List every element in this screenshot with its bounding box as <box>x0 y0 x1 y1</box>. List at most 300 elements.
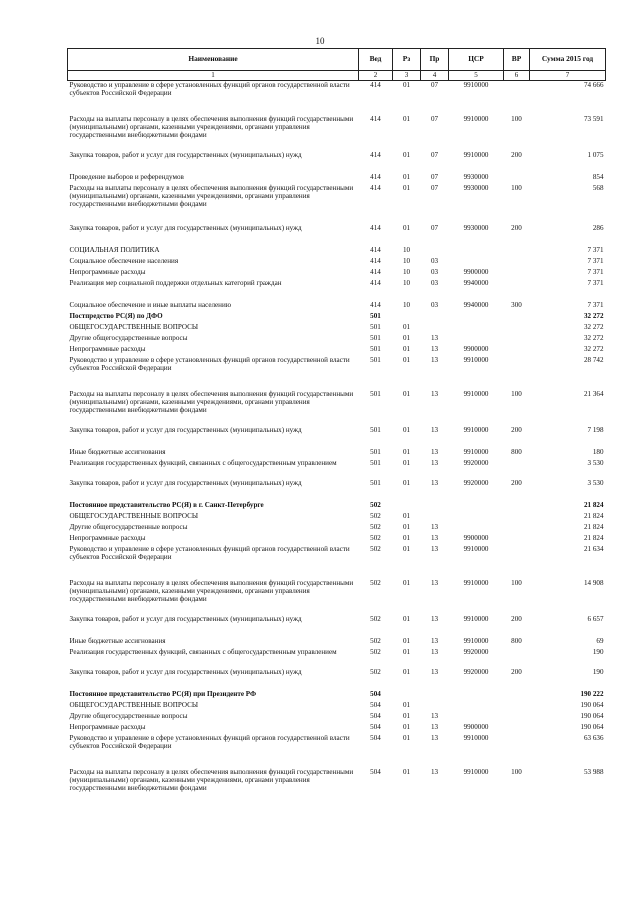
cell-name: Социальное обеспечение населения <box>69 256 179 265</box>
cell-name: Другие общегосударственные вопросы <box>69 522 188 531</box>
cell-name: Постоянное представительство РС(Я) в г. Санкт-Петербурге <box>69 500 264 509</box>
cell-vr <box>504 690 530 701</box>
table-row <box>68 615 606 637</box>
cell-pr: 13 <box>430 533 439 542</box>
table-row <box>68 534 606 545</box>
cell-csr: 9910000 <box>463 447 489 456</box>
table-row <box>68 712 606 723</box>
cell-rz <box>393 690 421 701</box>
cell-pr: 13 <box>430 722 439 731</box>
cell-sum: 286 <box>592 223 604 232</box>
cell-ved: 501 <box>370 478 381 487</box>
cell-pr: 03 <box>430 278 439 287</box>
table-row <box>68 268 606 279</box>
cell-name: ОБЩЕГОСУДАРСТВЕННЫЕ ВОПРОСЫ <box>69 322 199 331</box>
cell-sum: 73 591 <box>583 114 604 123</box>
cell-rz: 01 <box>402 150 411 159</box>
cell-sum: 190 222 <box>580 689 604 698</box>
cell-vr <box>504 734 530 756</box>
table-row <box>68 668 606 690</box>
cell-pr <box>421 701 449 712</box>
table-row <box>68 378 606 426</box>
cell-rz: 01 <box>402 458 411 467</box>
cell-name: Социальное обеспечение и иные выплаты населению <box>69 300 232 309</box>
cell-name: Непрограммные расходы <box>69 533 146 542</box>
cell-name: ОБЩЕГОСУДАРСТВЕННЫЕ ВОПРОСЫ <box>69 700 199 709</box>
cell-csr: 9910000 <box>463 544 489 553</box>
cell-name: Непрограммные расходы <box>69 344 146 353</box>
cell-sum: 21 824 <box>583 522 604 531</box>
cell-pr: 13 <box>430 425 439 434</box>
cell-name: Постпредство РС(Я) по ДФО <box>69 311 163 320</box>
table-row <box>68 81 606 103</box>
cell-name: Руководство и управление в сфере установленных функций органов государственной власти субъектов Российской Федерации <box>69 733 350 750</box>
cell-vr <box>504 545 530 567</box>
cell-ved: 501 <box>370 389 381 398</box>
cell-sum: 32 272 <box>583 311 604 320</box>
table-row <box>68 279 606 301</box>
table-row <box>68 224 606 246</box>
cell-rz: 01 <box>402 425 411 434</box>
col-num-1: 1 <box>68 71 359 81</box>
cell-sum: 32 272 <box>583 333 604 342</box>
cell-ved: 502 <box>370 544 381 553</box>
cell-csr: 9940000 <box>463 278 489 287</box>
col-num-5: 5 <box>449 71 504 81</box>
cell-name: Проведение выборов и референдумов <box>69 172 184 181</box>
cell-csr <box>449 701 504 712</box>
col-header-rz: Рз <box>393 49 421 71</box>
cell-ved: 414 <box>370 81 381 89</box>
cell-pr: 13 <box>430 447 439 456</box>
cell-name: Закупка товаров, работ и услуг для государственных (муниципальных) нужд <box>69 425 302 434</box>
cell-csr: 9910000 <box>463 150 489 159</box>
cell-rz: 01 <box>402 733 411 742</box>
cell-ved: 502 <box>370 511 381 520</box>
table-row <box>68 246 606 257</box>
cell-rz: 01 <box>402 767 411 776</box>
cell-csr: 9910000 <box>463 578 489 587</box>
cell-vr: 200 <box>511 223 522 232</box>
cell-ved: 501 <box>370 447 381 456</box>
cell-pr: 13 <box>430 355 439 364</box>
cell-rz: 01 <box>402 614 411 623</box>
cell-rz: 01 <box>402 333 411 342</box>
cell-csr: 9900000 <box>463 344 489 353</box>
col-header-name: Наименование <box>68 49 359 71</box>
cell-vr: 100 <box>511 183 522 192</box>
cell-rz: 10 <box>402 245 411 254</box>
cell-rz: 01 <box>402 647 411 656</box>
table-row <box>68 323 606 334</box>
cell-ved: 504 <box>370 689 381 698</box>
cell-csr: 9920000 <box>463 667 489 676</box>
cell-name: Реализация мер социальной поддержки отдельных категорий граждан <box>69 278 282 287</box>
cell-rz: 01 <box>402 667 411 676</box>
cell-pr <box>421 312 449 323</box>
cell-sum: 28 742 <box>583 355 604 364</box>
table-row <box>68 184 606 224</box>
cell-pr <box>421 512 449 523</box>
cell-pr: 13 <box>430 647 439 656</box>
cell-name: Другие общегосударственные вопросы <box>69 711 188 720</box>
table-row <box>68 545 606 567</box>
cell-name: Расходы на выплаты персоналу в целях обеспечения выполнения функций государственными (муниципальными) органами, казенными учреждениями, органами управления государственными внебюджетными фондами <box>69 389 354 415</box>
cell-sum: 854 <box>592 172 604 181</box>
cell-csr: 9910000 <box>463 81 489 89</box>
cell-vr <box>504 312 530 323</box>
cell-sum: 3 530 <box>587 478 604 487</box>
cell-ved: 502 <box>370 614 381 623</box>
cell-pr: 03 <box>430 256 439 265</box>
cell-name: Расходы на выплаты персоналу в целях обеспечения выполнения функций государственными (муниципальными) органами, казенными учреждениями, органами управления государственными внебюджетными фондами <box>69 183 354 209</box>
cell-sum: 1 075 <box>587 150 604 159</box>
cell-rz: 01 <box>402 183 411 192</box>
cell-vr <box>504 723 530 734</box>
cell-csr: 9910000 <box>463 355 489 364</box>
cell-rz: 01 <box>402 700 411 709</box>
cell-name: Непрограммные расходы <box>69 722 146 731</box>
cell-sum: 190 064 <box>580 711 604 720</box>
cell-pr <box>421 501 449 512</box>
table-row <box>68 648 606 668</box>
cell-pr: 13 <box>430 767 439 776</box>
cell-vr <box>504 459 530 479</box>
cell-vr <box>504 534 530 545</box>
cell-vr: 200 <box>511 614 522 623</box>
cell-pr: 13 <box>430 667 439 676</box>
cell-sum: 190 064 <box>580 722 604 731</box>
table-row <box>68 334 606 345</box>
cell-ved: 414 <box>370 300 381 309</box>
cell-sum: 7 371 <box>587 256 604 265</box>
cell-name: Другие общегосударственные вопросы <box>69 333 188 342</box>
page-number: 10 <box>315 36 325 46</box>
cell-csr: 9920000 <box>463 478 489 487</box>
cell-ved: 504 <box>370 711 381 720</box>
table-row <box>68 756 606 804</box>
cell-vr: 100 <box>511 578 522 587</box>
cell-vr <box>504 81 530 103</box>
budget-table <box>67 48 606 804</box>
cell-vr: 100 <box>511 767 522 776</box>
cell-name: Непрограммные расходы <box>69 267 146 276</box>
table-row <box>68 512 606 523</box>
cell-name: СОЦИАЛЬНАЯ ПОЛИТИКА <box>69 245 160 254</box>
cell-sum: 69 <box>596 636 604 645</box>
cell-rz: 01 <box>402 114 411 123</box>
col-header-pr: Пр <box>421 49 449 71</box>
table-row <box>68 479 606 501</box>
cell-vr <box>504 512 530 523</box>
cell-vr <box>504 345 530 356</box>
cell-ved: 414 <box>370 256 381 265</box>
table-row <box>68 345 606 356</box>
cell-rz: 01 <box>402 522 411 531</box>
cell-rz: 01 <box>402 511 411 520</box>
cell-sum: 190 <box>592 647 604 656</box>
cell-csr: 9920000 <box>463 647 489 656</box>
cell-pr: 13 <box>430 522 439 531</box>
cell-sum: 21 824 <box>583 511 604 520</box>
cell-rz: 01 <box>402 578 411 587</box>
cell-pr: 13 <box>430 733 439 742</box>
cell-vr <box>504 523 530 534</box>
cell-pr: 03 <box>430 300 439 309</box>
cell-vr <box>504 648 530 668</box>
col-num-6: 6 <box>504 71 530 81</box>
cell-rz: 01 <box>402 533 411 542</box>
cell-rz <box>393 501 421 512</box>
table-header <box>68 49 606 81</box>
col-num-2: 2 <box>359 71 393 81</box>
cell-pr: 13 <box>430 578 439 587</box>
cell-ved: 414 <box>370 183 381 192</box>
cell-rz: 01 <box>402 544 411 553</box>
cell-csr: 9910000 <box>463 114 489 123</box>
cell-vr <box>504 268 530 279</box>
cell-vr <box>504 279 530 301</box>
cell-csr <box>449 512 504 523</box>
cell-pr: 13 <box>430 458 439 467</box>
cell-rz: 01 <box>402 344 411 353</box>
cell-vr: 200 <box>511 150 522 159</box>
table-row <box>68 426 606 448</box>
table-row <box>68 173 606 184</box>
col-header-ved: Вед <box>359 49 393 71</box>
cell-vr: 200 <box>511 478 522 487</box>
table-row <box>68 501 606 512</box>
cell-ved: 414 <box>370 172 381 181</box>
cell-ved: 504 <box>370 733 381 742</box>
cell-name: Закупка товаров, работ и услуг для государственных (муниципальных) нужд <box>69 478 302 487</box>
cell-sum: 32 272 <box>583 344 604 353</box>
cell-rz: 01 <box>402 355 411 364</box>
cell-csr <box>449 523 504 534</box>
cell-name: Реализация государственных функций, связанных с общегосударственным управлением <box>69 647 337 656</box>
table-row <box>68 301 606 312</box>
cell-vr: 200 <box>511 667 522 676</box>
cell-name: Закупка товаров, работ и услуг для государственных (муниципальных) нужд <box>69 223 302 232</box>
cell-pr: 13 <box>430 478 439 487</box>
cell-ved: 501 <box>370 425 381 434</box>
cell-ved: 414 <box>370 278 381 287</box>
cell-vr <box>504 257 530 268</box>
cell-rz: 01 <box>402 478 411 487</box>
col-num-4: 4 <box>421 71 449 81</box>
cell-csr: 9930000 <box>463 172 489 181</box>
cell-ved: 502 <box>370 522 381 531</box>
cell-vr: 200 <box>511 425 522 434</box>
cell-rz: 10 <box>402 267 411 276</box>
cell-pr: 07 <box>430 81 439 89</box>
cell-vr <box>504 501 530 512</box>
cell-ved: 504 <box>370 767 381 776</box>
cell-ved: 504 <box>370 722 381 731</box>
cell-ved: 501 <box>370 322 381 331</box>
cell-rz <box>393 312 421 323</box>
cell-csr: 9910000 <box>463 767 489 776</box>
table-row <box>68 257 606 268</box>
table-row <box>68 701 606 712</box>
cell-pr: 13 <box>430 544 439 553</box>
cell-pr: 07 <box>430 183 439 192</box>
cell-csr: 9900000 <box>463 533 489 542</box>
cell-ved: 414 <box>370 150 381 159</box>
cell-vr: 800 <box>511 447 522 456</box>
cell-csr: 9910000 <box>463 389 489 398</box>
cell-vr: 300 <box>511 300 522 309</box>
cell-sum: 21 824 <box>583 533 604 542</box>
cell-pr: 07 <box>430 114 439 123</box>
cell-sum: 63 636 <box>583 733 604 742</box>
cell-ved: 502 <box>370 667 381 676</box>
cell-csr <box>449 334 504 345</box>
cell-name: Иные бюджетные ассигнования <box>69 636 166 645</box>
cell-ved: 501 <box>370 355 381 364</box>
cell-csr <box>449 323 504 334</box>
table-row <box>68 690 606 701</box>
cell-rz: 01 <box>402 223 411 232</box>
cell-sum: 7 371 <box>587 267 604 276</box>
cell-pr: 13 <box>430 614 439 623</box>
cell-ved: 501 <box>370 311 381 320</box>
cell-csr: 9910000 <box>463 636 489 645</box>
cell-ved: 502 <box>370 636 381 645</box>
cell-vr <box>504 173 530 184</box>
cell-rz: 10 <box>402 278 411 287</box>
cell-csr <box>449 246 504 257</box>
cell-name: Закупка товаров, работ и услуг для государственных (муниципальных) нужд <box>69 614 302 623</box>
cell-csr: 9910000 <box>463 614 489 623</box>
cell-sum: 180 <box>592 447 604 456</box>
cell-sum: 7 371 <box>587 245 604 254</box>
col-header-csr: ЦСР <box>449 49 504 71</box>
cell-csr: 9930000 <box>463 183 489 192</box>
cell-ved: 502 <box>370 500 381 509</box>
cell-sum: 568 <box>592 183 604 192</box>
cell-vr <box>504 712 530 723</box>
cell-name: Постоянное представительство РС(Я) при Президенте РФ <box>69 689 257 698</box>
cell-csr: 9900000 <box>463 267 489 276</box>
cell-name: ОБЩЕГОСУДАРСТВЕННЫЕ ВОПРОСЫ <box>69 511 199 520</box>
table-row <box>68 448 606 459</box>
cell-name: Расходы на выплаты персоналу в целях обеспечения выполнения функций государственными (муниципальными) органами, казенными учреждениями, органами управления государственными внебюджетными фондами <box>69 767 354 793</box>
table-row <box>68 459 606 479</box>
col-num-7: 7 <box>530 71 606 81</box>
cell-ved: 504 <box>370 700 381 709</box>
cell-sum: 7 371 <box>587 278 604 287</box>
cell-sum: 3 530 <box>587 458 604 467</box>
cell-ved: 502 <box>370 533 381 542</box>
cell-rz: 01 <box>402 711 411 720</box>
cell-name: Иные бюджетные ассигнования <box>69 447 166 456</box>
cell-csr: 9920000 <box>463 458 489 467</box>
cell-pr: 07 <box>430 223 439 232</box>
cell-vr: 100 <box>511 114 522 123</box>
cell-pr: 13 <box>430 344 439 353</box>
cell-sum: 53 988 <box>583 767 604 776</box>
cell-pr <box>421 323 449 334</box>
cell-csr <box>449 712 504 723</box>
cell-sum: 21 824 <box>583 500 604 509</box>
cell-vr: 800 <box>511 636 522 645</box>
cell-pr: 13 <box>430 389 439 398</box>
cell-csr <box>449 257 504 268</box>
cell-csr: 9900000 <box>463 722 489 731</box>
table-row <box>68 723 606 734</box>
cell-csr <box>449 690 504 701</box>
cell-rz: 01 <box>402 81 411 89</box>
cell-rz: 01 <box>402 172 411 181</box>
cell-pr: 13 <box>430 333 439 342</box>
cell-csr <box>449 501 504 512</box>
cell-rz: 01 <box>402 322 411 331</box>
col-header-vr: ВР <box>504 49 530 71</box>
cell-rz: 10 <box>402 300 411 309</box>
table-row <box>68 151 606 173</box>
cell-name: Руководство и управление в сфере установленных функций органов государственной власти субъектов Российской Федерации <box>69 81 350 98</box>
col-num-3: 3 <box>393 71 421 81</box>
cell-ved: 414 <box>370 223 381 232</box>
cell-csr: 9940000 <box>463 300 489 309</box>
cell-sum: 190 064 <box>580 700 604 709</box>
cell-sum: 74 666 <box>583 81 604 89</box>
cell-ved: 414 <box>370 267 381 276</box>
table-row <box>68 523 606 534</box>
cell-name: Расходы на выплаты персоналу в целях обеспечения выполнения функций государственными (муниципальными) органами, казенными учреждениями, органами управления государственными внебюджетными фондами <box>69 114 354 140</box>
cell-name: Расходы на выплаты персоналу в целях обеспечения выполнения функций государственными (муниципальными) органами, казенными учреждениями, органами управления государственными внебюджетными фондами <box>69 578 354 604</box>
cell-ved: 501 <box>370 333 381 342</box>
cell-ved: 414 <box>370 114 381 123</box>
cell-name: Руководство и управление в сфере установленных функций органов государственной власти субъектов Российской Федерации <box>69 544 350 561</box>
cell-rz: 01 <box>402 722 411 731</box>
table-row <box>68 637 606 648</box>
cell-ved: 501 <box>370 344 381 353</box>
cell-csr: 9930000 <box>463 223 489 232</box>
cell-vr <box>504 701 530 712</box>
cell-sum: 190 <box>592 667 604 676</box>
cell-rz: 10 <box>402 256 411 265</box>
cell-name: Закупка товаров, работ и услуг для государственных (муниципальных) нужд <box>69 150 302 159</box>
cell-csr: 9910000 <box>463 425 489 434</box>
cell-sum: 7 198 <box>587 425 604 434</box>
cell-pr: 03 <box>430 267 439 276</box>
cell-sum: 14 908 <box>583 578 604 587</box>
cell-csr: 9910000 <box>463 733 489 742</box>
cell-rz: 01 <box>402 389 411 398</box>
cell-vr <box>504 246 530 257</box>
cell-pr: 13 <box>430 711 439 720</box>
table-body <box>68 81 606 804</box>
col-header-sum: Сумма 2015 год <box>530 49 606 71</box>
cell-sum: 32 272 <box>583 322 604 331</box>
cell-sum: 6 657 <box>587 614 604 623</box>
cell-vr: 100 <box>511 389 522 398</box>
cell-pr: 13 <box>430 636 439 645</box>
cell-pr: 07 <box>430 150 439 159</box>
cell-vr <box>504 356 530 378</box>
cell-rz: 01 <box>402 447 411 456</box>
cell-rz: 01 <box>402 636 411 645</box>
cell-vr <box>504 334 530 345</box>
cell-csr <box>449 312 504 323</box>
cell-pr <box>421 690 449 701</box>
cell-ved: 502 <box>370 578 381 587</box>
cell-vr <box>504 323 530 334</box>
cell-sum: 7 371 <box>587 300 604 309</box>
table-row <box>68 103 606 151</box>
